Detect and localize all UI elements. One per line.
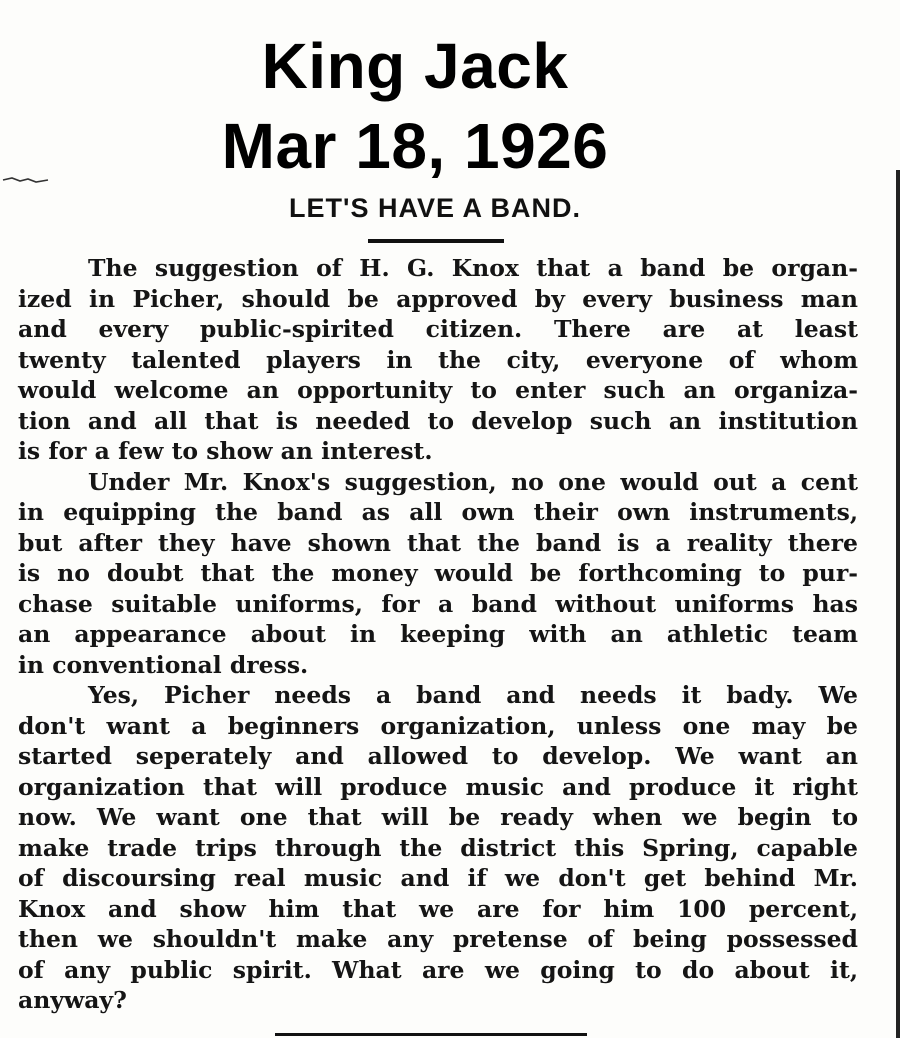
clipping-edge	[896, 170, 900, 1038]
article-line: Knox and show him that we are for him 100 percent,	[18, 894, 858, 923]
article-line: Under Mr. Knox's suggestion, no one would out a cent	[88, 467, 858, 496]
article-line: twenty talented players in the city, everyone of whom	[18, 345, 858, 374]
article-line: don't want a beginners organization, unless one may be	[18, 711, 858, 740]
article-line: now. We want one that will be ready when we begin to	[18, 803, 858, 831]
article-line: in conventional dress.	[18, 650, 309, 679]
article-line: of discoursing real music and if we don't get behind Mr.	[18, 864, 858, 892]
article-line: in equipping the band as all own their own instruments,	[18, 498, 858, 526]
headline-divider	[368, 239, 504, 243]
article-line: then we shouldn't make any pretense of being possessed	[18, 925, 858, 953]
article-headline: LET'S HAVE A BAND.	[289, 193, 581, 223]
banner-title: King Jack	[261, 30, 569, 102]
article-line: would welcome an opportunity to enter such an organiza-	[18, 376, 858, 404]
article-line: of any public spirit. What are we going to do about it,	[18, 955, 858, 984]
article-body	[18, 253, 858, 1016]
article-line: make trade trips through the district this Spring, capable	[18, 833, 858, 862]
scan-artifact-mark	[2, 176, 50, 184]
article-line: tion and all that is needed to develop such an institution	[18, 406, 858, 435]
article-line: Yes, Picher needs a band and needs it bady. We	[88, 681, 858, 709]
article-line: organization that will produce music and produce it right	[18, 772, 858, 801]
article-line: The suggestion of H. G. Knox that a band be organ-	[88, 254, 858, 282]
article-line: started seperately and allowed to develop. We want an	[18, 742, 858, 770]
article-line: anyway?	[18, 986, 127, 1014]
banner-date: Mar 18, 1926	[221, 110, 609, 182]
article-line: is no doubt that the money would be forthcoming to pur-	[18, 559, 858, 587]
article-line: chase suitable uniforms, for a band without uniforms has	[18, 589, 858, 618]
article-line: is for a few to show an interest.	[18, 437, 433, 465]
article-line: an appearance about in keeping with an athletic team	[18, 620, 858, 648]
article-end-divider	[275, 1033, 587, 1036]
article-line: ized in Picher, should be approved by every business man	[18, 284, 858, 313]
article-line: but after they have shown that the band is a reality there	[18, 528, 858, 557]
article-line: and every public-spirited citizen. There are at least	[18, 315, 858, 343]
